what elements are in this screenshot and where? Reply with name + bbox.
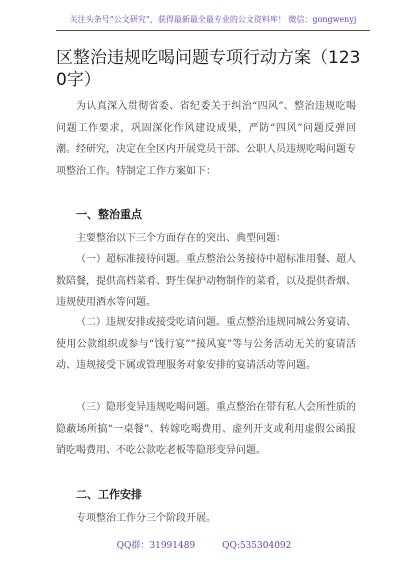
section1-item-3: （三）隐形变异违规吃喝问题。重点整治在带有私人会所性质的隐蔽场所搞“一桌餐”、转嫁吃喝费用、虚列开支或利用虚假公函报销吃喝费用、不吃公款吃老板等隐形变异问题。 (56, 402, 356, 456)
footer-qq-group: QQ群：31991489 (116, 541, 196, 551)
document-title: 区整治违规吃喝问题专项行动方案（1230字） (56, 48, 361, 90)
footer (0, 538, 408, 554)
intro-paragraph: 为认真深入贯彻省委、省纪委关于纠治“四风”、整治违规吃喝问题工作要求，巩固深化作风建设成果，严防“四风”问题反弹回潮。经研究，决定在全区内开展党员干部、公职人员违规吃喝问题专项整治工作。特制定工作方案如下： (56, 101, 356, 177)
section1-item-2: （二）违规安排或接受吃请问题。重点整治违规同城公务宴请、使用公款组织或参与“饯行宴”“接风宴”等与公务活动无关的宴请活动、违规接受下属或管理服务对象安排的宴请活动等问题。 (56, 317, 356, 371)
section-heading-1: 一、整治重点 (76, 208, 142, 221)
section2-lead: 专项整治工作分三个阶段开展。 (76, 513, 216, 524)
footer-qq: QQ:535304092 (222, 541, 292, 551)
section-heading-2: 二、工作安排 (76, 488, 142, 501)
section1-item-1: （一）超标准接待问题。重点整治公务接待中超标准用餐、超人数陪餐，提供高档菜肴、野生保护动物制作的菜肴，以及提供香烟、违规使用酒水等问题。 (56, 254, 356, 308)
section1-lead: 主要整治以下三个方面存在的突出、典型问题： (76, 233, 286, 244)
top-banner: 关注头条号“公文研究”，获得最新最全最专业的公文资料库！ 微信：gongwenyj (56, 10, 370, 31)
